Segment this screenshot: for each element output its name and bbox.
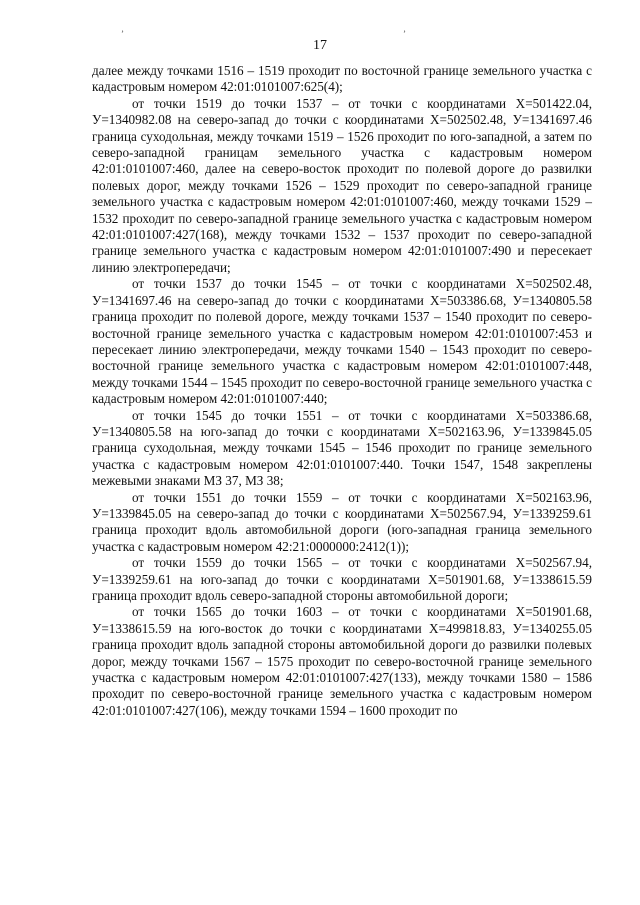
- page-number: 17: [313, 38, 327, 53]
- paragraph: от точки 1537 до точки 1545 – от точки с координатами Х=502502.48, У=1341697.46 на северо-запад до точки с координатами Х=503386.68, У=1340805.58 граница проходит по полевой дороге, между точками 1537 – 1540 проходит по северо-восточной границе земельного участка с кадастровым номером 42:01:0101007:453 и пересекает линию электропередачи, между точками 1540 – 1543 проходит по северо-восточной границе земельного участка с кадастровым номером 42:01:0101007:448, между точками 1544 – 1545 проходит по северо-восточной границе земельного участка с кадастровым номером 42:01:0101007:440;: [92, 276, 592, 407]
- scan-mark: ʼ: [403, 29, 406, 39]
- paragraph: от точки 1545 до точки 1551 – от точки с координатами Х=503386.68, У=1340805.58 на юго-запад до точки с координатами Х=502163.96, У=1339845.05 граница суходольная, между точками 1545 – 1546 проходит по границе земельного участка с кадастровым номером 42:01:0101007:440. Точки 1547, 1548 закреплены межевыми знаками МЗ 37, МЗ 38;: [92, 407, 592, 489]
- paragraph: от точки 1559 до точки 1565 – от точки с координатами Х=502567.94, У=1339259.61 на юго-запад до точки с координатами Х=501901.68, У=1338615.59 граница проходит вдоль северо-западной стороны автомобильной дороги;: [92, 555, 592, 603]
- document-body: [92, 63, 592, 719]
- paragraph: от точки 1519 до точки 1537 – от точки с координатами Х=501422.04, У=1340982.08 на северо-запад до точки с координатами Х=502502.48, У=1341697.46 граница суходольная, между точками 1519 – 1526 проходит по юго-западной, а затем по северо-западной границам земельного участка с кадастровым номером 42:01:0101007:460, далее на северо-восток проходит по полевой дороге до развилки полевых дорог, между точками 1526 – 1529 проходит по северо-западной границе земельного участка с кадастровым номером 42:01:0101007:460, между точками 1529 – 1532 проходит по северо-западной границе земельного участка с кадастровым номером 42:01:0101007:427(168), между точками 1532 – 1537 проходит по северо-западной границе земельного участка с кадастровым номером 42:01:0101007:490 и пересекает линию электропередачи;: [92, 95, 592, 275]
- paragraph: далее между точками 1516 – 1519 проходит по восточной границе земельного участка с кадастровым номером 42:01:0101007:625(4);: [92, 63, 592, 95]
- paragraph: от точки 1565 до точки 1603 – от точки с координатами Х=501901.68, У=1338615.59 на юго-восток до точки с координатами Х=499818.83, У=1340255.05 граница проходит вдоль западной стороны автомобильной дороги до развилки полевых дорог, между точками 1567 – 1575 проходит по северо-восточной границе земельного участка с кадастровым номером 42:01:0101007:427(133), между точками 1580 – 1586 проходит по северо-восточной границе земельного участка с кадастровым номером 42:01:0101007:427(106), между точками 1594 – 1600 проходит по: [92, 604, 592, 718]
- scan-mark: ʼ: [121, 29, 124, 39]
- paragraph: от точки 1551 до точки 1559 – от точки с координатами Х=502163.96, У=1339845.05 на северо-запад до точки с координатами Х=502567.94, У=1339259.61 граница проходит вдоль автомобильной дороги (юго-западная граница земельного участка с кадастровым номером 42:21:0000000:2412(1));: [92, 489, 592, 554]
